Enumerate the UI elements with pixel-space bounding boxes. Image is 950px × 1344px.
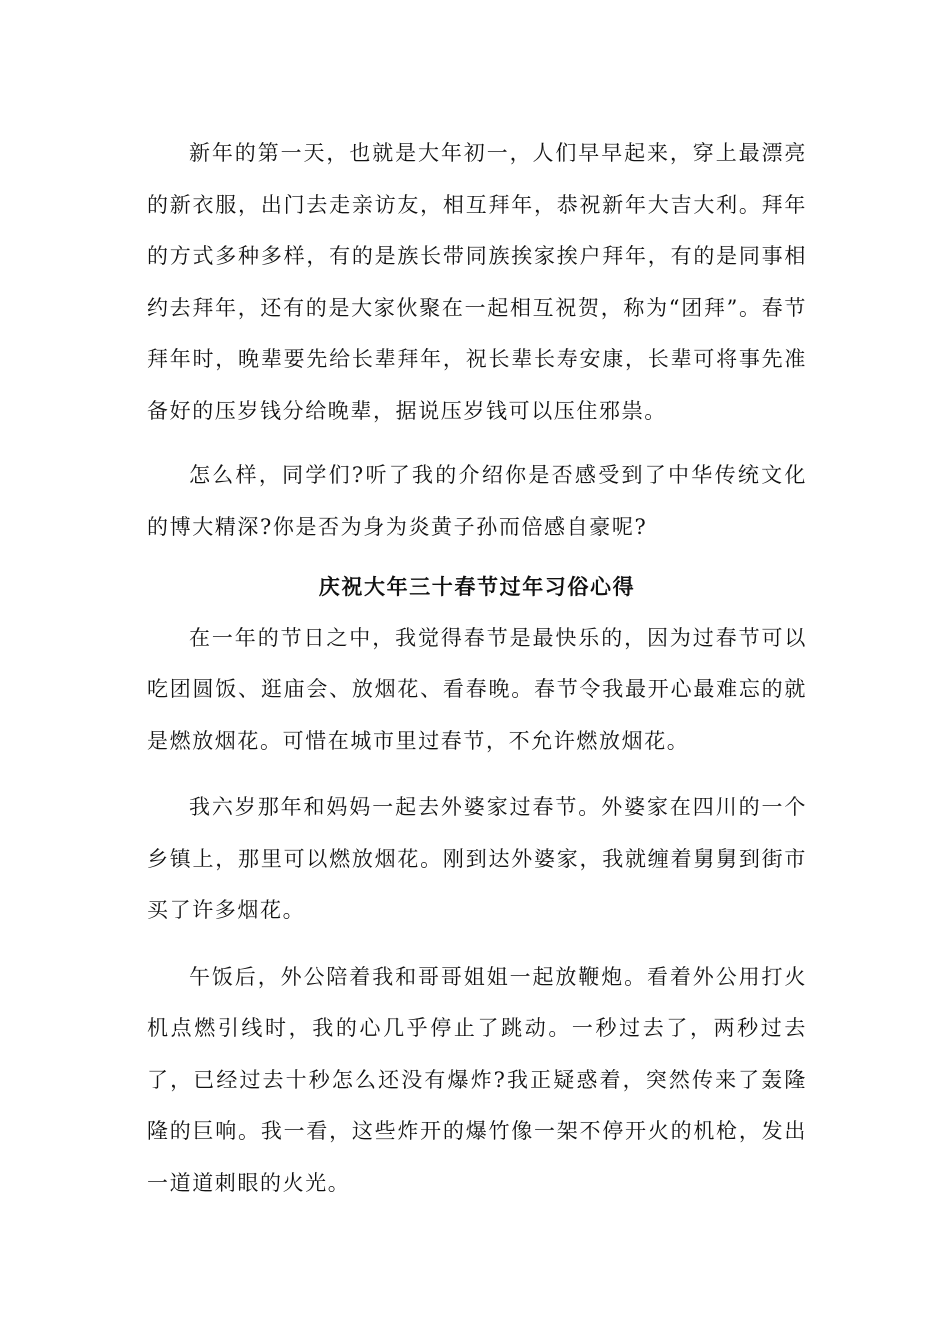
paragraph-question-to-students: 怎么样，同学们?听了我的介绍你是否感受到了中华传统文化的博大精深?你是否为身为炎黄子孙而倍感自豪呢?: [147, 463, 807, 539]
paragraph-grandma-house: 我六岁那年和妈妈一起去外婆家过春节。外婆家在四川的一个乡镇上，那里可以燃放烟花。刚到达外婆家，我就缠着舅舅到街市买了许多烟花。: [147, 795, 807, 922]
document-body: [147, 128, 807, 1209]
section-heading: 庆祝大年三十春节过年习俗心得: [318, 574, 636, 599]
paragraph-favorite-festival: 在一年的节日之中，我觉得春节是最快乐的，因为过春节可以吃团圆饭、逛庙会、放烟花、看春晚。春节令我最开心最难忘的就是燃放烟花。可惜在城市里过春节，不允许燃放烟花。: [147, 625, 807, 753]
paragraph-new-year-visits: 新年的第一天，也就是大年初一，人们早早起来，穿上最漂亮的新衣服，出门去走亲访友，相互拜年，恭祝新年大吉大利。拜年的方式多种多样，有的是族长带同族挨家挨户拜年，有的是同事相约去拜年，还有的是大家伙聚在一起相互祝贺，称为“团拜”。春节拜年时，晚辈要先给长辈拜年，祝长辈长寿安康，长辈可将事先准备好的压岁钱分给晚辈，据说压岁钱可以压住邪祟。: [147, 141, 807, 423]
paragraph-firecrackers: 午饭后，外公陪着我和哥哥姐姐一起放鞭炮。看着外公用打火机点燃引线时，我的心几乎停止了跳动。一秒过去了，两秒过去了，已经过去十秒怎么还没有爆炸?我正疑惑着，突然传来了轰隆隆的巨响。我一看，这些炸开的爆竹像一架不停开火的机枪，发出一道道刺眼的火光。: [147, 964, 807, 1195]
